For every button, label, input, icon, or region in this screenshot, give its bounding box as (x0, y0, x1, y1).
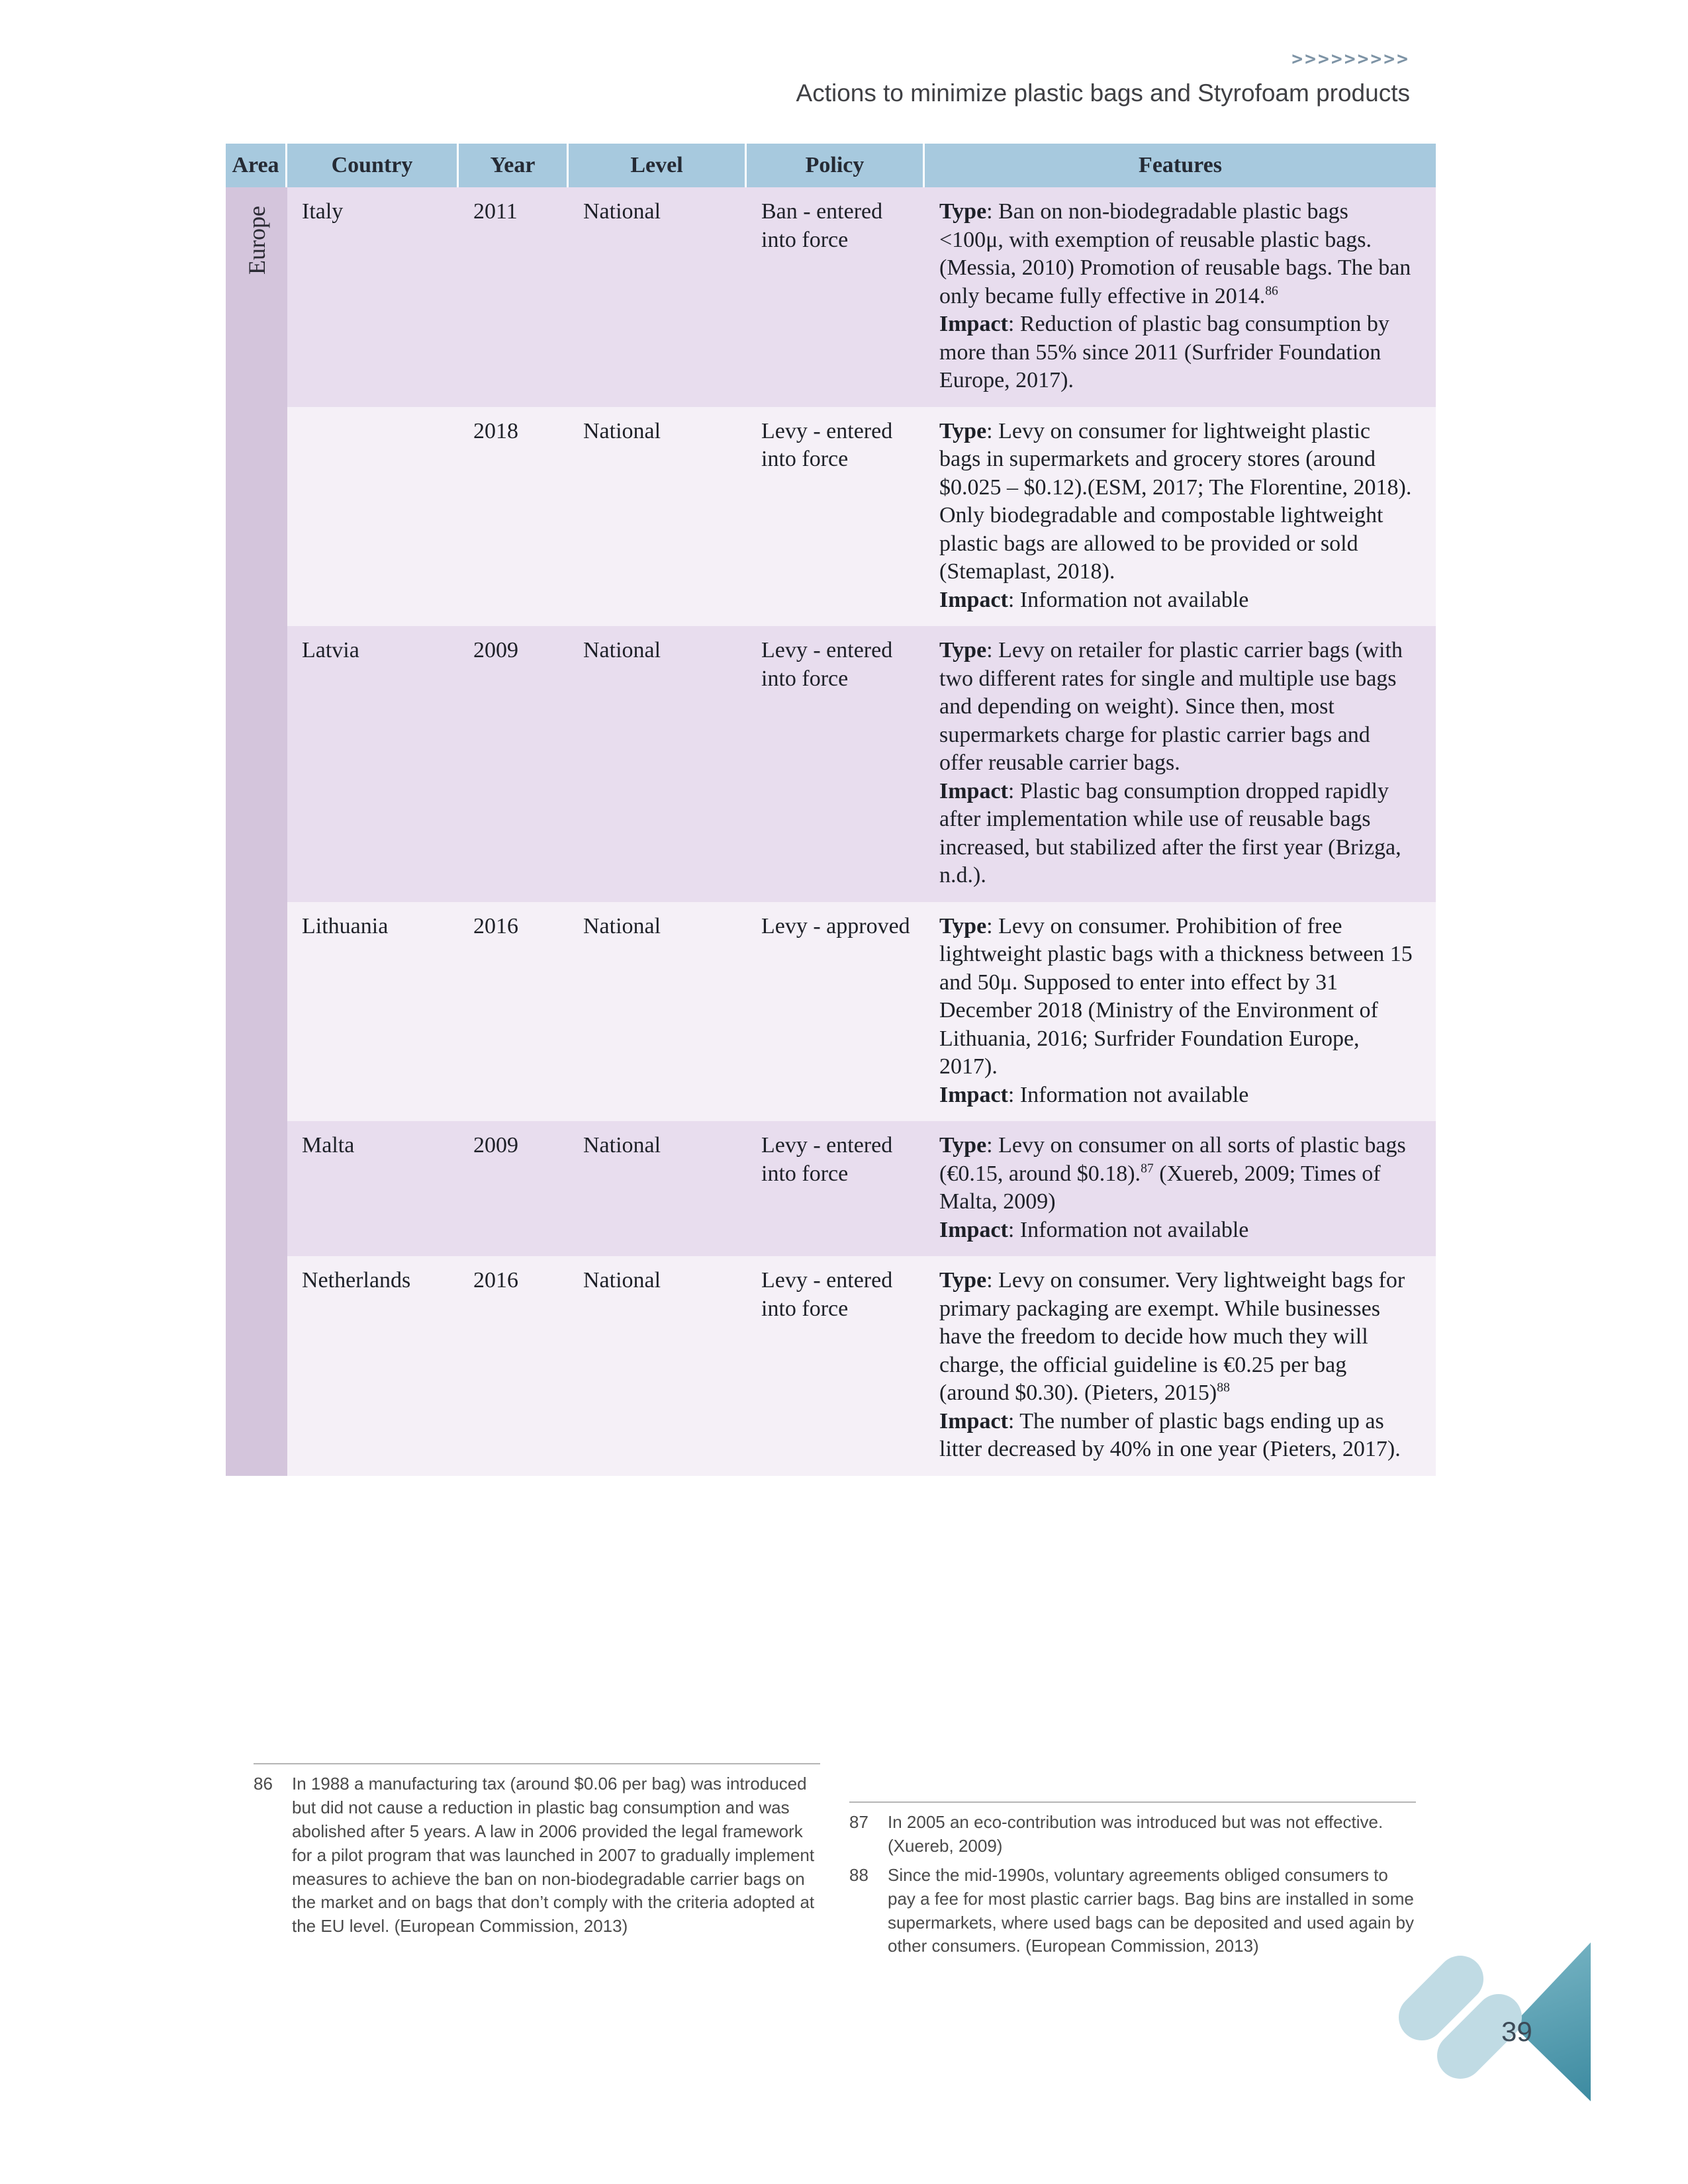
cell-features: Type: Levy on consumer. Very lightweight bags for primary packaging are exempt. While businesses have the freedom to decide how much they will charge, the official guideline is €0.25 per bag (around $0.30). (Pieters, 2015)$^{88}$ Impact: The number of plastic bags ending up as litter decreased by 40% in one year (Pieters, 2017). (939, 1268, 1405, 1461)
column-header-policy: Policy (747, 144, 925, 187)
page-title: Actions to minimize plastic bags and Styrofoam products (796, 79, 1410, 107)
cell-level: National (583, 1133, 661, 1158)
cell-features: Type: Levy on consumer on all sorts of plastic bags (€0.15, around $0.18).$^{87}$ (Xuereb, 2009; Times of Malta, 2009) Impact: Information not available (939, 1133, 1406, 1242)
cell-country: Latvia (302, 638, 359, 662)
footnote-number: 87 (849, 1812, 868, 1832)
policy-table (226, 144, 1436, 1476)
table-row (287, 1256, 1436, 1476)
footnote-number: 88 (849, 1864, 868, 1885)
table-row (287, 407, 1436, 627)
area-column (226, 187, 287, 1476)
cell-level: National (583, 199, 661, 224)
column-header-level: Level (569, 144, 747, 187)
cell-country: Lithuania (302, 913, 389, 938)
footnote-text: In 2005 an eco-contribution was introduced but was not effective. (Xuereb, 2009) (888, 1812, 1383, 1856)
cell-year: 2016 (473, 913, 518, 938)
table-body (226, 187, 1436, 1476)
cell-features: Type: Levy on consumer. Prohibition of free lightweight plastic bags with a thickness between 15 and 50μ. Supposed to enter into effect by 31 December 2018 (Ministry of the Environment of Lithuania, 2016; Surfrider Foundation Europe, 2017). Impact: Information not available (939, 913, 1413, 1107)
footnote-87 (849, 1811, 1416, 1858)
cell-features: Type: Ban on non-biodegradable plastic bags <100μ, with exemption of reusable plastic bags. (Messia, 2010) Promotion of reusable bags. The ban only became fully effective in 2014.86 Impact: Reduction of plastic bag consumption by more than 55% since 2011 (Surfrider Foundation Europe, 2017). (939, 199, 1411, 392)
cell-policy: Levy - entered into force (761, 638, 893, 691)
cell-policy: Levy - entered into force (761, 418, 893, 471)
column-header-country: Country (287, 144, 459, 187)
cell-level: National (583, 418, 661, 443)
cell-policy: Levy - entered into force (761, 1268, 893, 1321)
cell-level: National (583, 913, 661, 938)
table-rows (287, 187, 1436, 1476)
cell-year: 2016 (473, 1268, 518, 1293)
column-header-area: Area (226, 144, 287, 187)
cell-policy: Ban - entered into force (761, 199, 883, 252)
table-row (287, 187, 1436, 407)
cell-country: Italy (302, 199, 344, 224)
footnotes-left-column (254, 1763, 820, 1944)
footnote-text: In 1988 a manufacturing tax (around $0.06 per bag) was introduced but did not cause a reduction in plastic bag consumption and was abolished after 5 years. A law in 2006 provided the legal framework for a pilot program that was launched in 2007 to gradually implement measures to achieve the ban on non-biodegradable carrier bags on the market and on bags that don’t comply with the criteria adopted at the EU level. (European Commission, 2013) (292, 1774, 815, 1936)
cell-policy: Levy - approved (761, 913, 910, 938)
cell-country: Netherlands (302, 1268, 411, 1293)
footnotes-right-column (849, 1801, 1416, 1964)
table-header-row (226, 144, 1436, 187)
cell-policy: Levy - entered into force (761, 1133, 893, 1186)
page-number: 39 (1501, 2016, 1532, 2047)
column-header-features: Features (925, 144, 1436, 187)
cell-features: Type: Levy on retailer for plastic carrier bags (with two different rates for single and multiple use bags and depending on weight). Since then, most supermarkets charge for plastic carrier bags and offer reusable carrier bags. Impact: Plastic bag consumption dropped rapidly after implementation while use of reusable bags increased, but stabilized after the first year (Brizga, n.d.). (939, 638, 1403, 887)
cell-level: National (583, 638, 661, 662)
cell-year: 2011 (473, 199, 518, 224)
cell-country: Malta (302, 1133, 355, 1158)
cell-level: National (583, 1268, 661, 1293)
footnote-text: Since the mid-1990s, voluntary agreements obliged consumers to pay a fee for most plastic carrier bags. Bag bins are installed in some supermarkets, where used bags can be deposited and used again by other consumers. (European Commission, 2013) (888, 1864, 1414, 1956)
footnote-88 (849, 1864, 1416, 1959)
cell-year: 2009 (473, 1133, 518, 1158)
footnote-86 (254, 1772, 820, 1938)
cell-features: Type: Levy on consumer for lightweight plastic bags in supermarkets and grocery stores (around $0.025 – $0.12).(ESM, 2017; The Florentine, 2018). Only biodegradable and compostable lightweight plastic bags are allowed to be provided or sold (Stemaplast, 2018). Impact: Information not available (939, 418, 1412, 612)
footnote-number: 86 (254, 1774, 273, 1794)
table-row (287, 1121, 1436, 1256)
table-row (287, 626, 1436, 902)
column-header-year: Year (459, 144, 569, 187)
cell-country (287, 407, 459, 627)
cell-year: 2009 (473, 638, 518, 662)
table-row (287, 902, 1436, 1122)
chevrons-decoration: >>>>>>>>> (1291, 48, 1410, 69)
area-label-europe: Europe (243, 206, 270, 275)
cell-year: 2018 (473, 418, 518, 443)
